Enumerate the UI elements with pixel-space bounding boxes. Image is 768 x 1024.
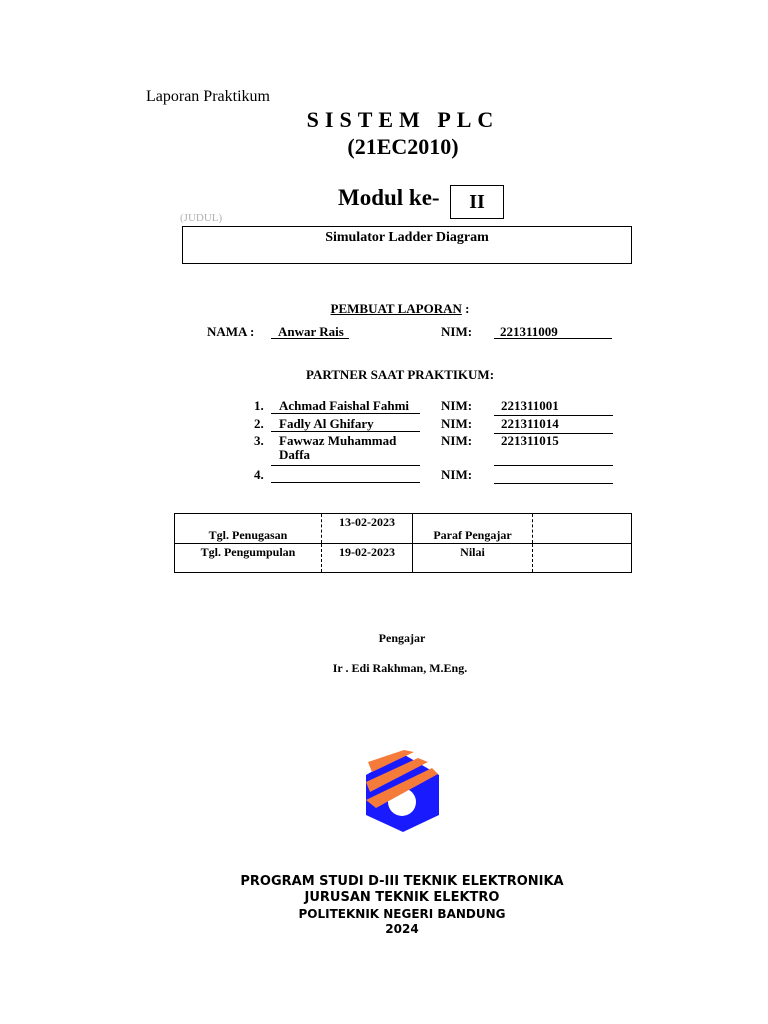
partner-nim-label: NIM:: [441, 433, 473, 448]
author-nim-underline: [494, 338, 612, 339]
report-title: Simulator Ladder Diagram: [325, 230, 489, 245]
title-box: [182, 226, 632, 264]
lecturer-label: Pengajar: [378, 631, 426, 645]
table-cell: [413, 514, 533, 544]
partner-nim: 221311001: [501, 398, 559, 413]
partner-nim: 221311014: [501, 416, 559, 431]
doc-type: Laporan Praktikum: [146, 88, 270, 105]
partner-nim-label: NIM:: [441, 416, 473, 431]
submit-label: Tgl. Pengumpulan: [200, 545, 296, 559]
partner-name-underline: [271, 465, 420, 466]
table-cell: [175, 544, 322, 573]
nilai-label: Nilai: [460, 545, 485, 559]
author-section-label: PEMBUAT LAPORAN: [330, 301, 462, 316]
table-cell: [175, 514, 322, 544]
table-cell: [322, 514, 413, 544]
footer-institution: POLITEKNIK NEGERI BANDUNG: [298, 907, 506, 921]
partner-name-line1: Fawwaz Muhammad: [279, 433, 397, 448]
partner-number: 4.: [254, 467, 264, 482]
judul-hint: (JUDUL): [180, 212, 223, 224]
partner-nim-label: NIM:: [441, 398, 473, 413]
partner-nim-underline: [494, 483, 613, 484]
partner-name-underline: [271, 482, 420, 483]
course-code: (21EC2010): [347, 134, 459, 159]
table-row: [175, 514, 632, 544]
dates-table: [174, 513, 632, 573]
paraf-label: Paraf Pengajar: [433, 528, 512, 542]
author-name-underline: [271, 338, 349, 339]
name-label: NAMA :: [207, 324, 255, 339]
assign-label: Tgl. Penugasan: [208, 528, 288, 542]
partner-name-underline: [271, 431, 420, 432]
author-section-suffix: :: [461, 301, 470, 316]
author-name: Anwar Rais: [278, 324, 344, 339]
course-title: SISTEM PLC: [306, 107, 500, 132]
polban-logo-icon: [362, 748, 444, 832]
partner-number: 1.: [254, 398, 264, 413]
assign-date: 13-02-2023: [339, 515, 395, 529]
partner-name-underline: [271, 413, 420, 414]
partner-name: Fadly Al Ghifary: [279, 416, 374, 431]
nilai-cell: [533, 544, 632, 573]
partner-name: Achmad Faishal Fahmi: [279, 398, 410, 413]
modul-label: Modul ke-: [338, 185, 440, 210]
partner-nim-label: NIM:: [441, 467, 473, 482]
submit-date: 19-02-2023: [339, 545, 395, 559]
table-row: [175, 544, 632, 573]
footer-program: PROGRAM STUDI D-III TEKNIK ELEKTRONIKA: [240, 874, 564, 889]
partners-section-heading: PARTNER SAAT PRAKTIKUM:: [305, 367, 495, 382]
author-nim: 221311009: [500, 324, 558, 339]
partner-number: 3.: [254, 433, 264, 448]
footer-department: JURUSAN TEKNIK ELEKTRO: [304, 890, 500, 905]
table-cell: [322, 544, 413, 573]
author-nim-label: NIM:: [441, 324, 473, 339]
partner-nim-underline: [494, 465, 613, 466]
table-cell: [413, 544, 533, 573]
partner-name-line2: Daffa: [279, 447, 311, 462]
author-section-heading: [0, 301, 768, 317]
modul-number-box: II: [450, 185, 504, 219]
footer-year: 2024: [385, 922, 419, 936]
paraf-cell: [533, 514, 632, 544]
lecturer-name: Ir . Edi Rakhman, M.Eng.: [332, 661, 468, 675]
partner-nim: 221311015: [501, 433, 559, 448]
partner-number: 2.: [254, 416, 264, 431]
